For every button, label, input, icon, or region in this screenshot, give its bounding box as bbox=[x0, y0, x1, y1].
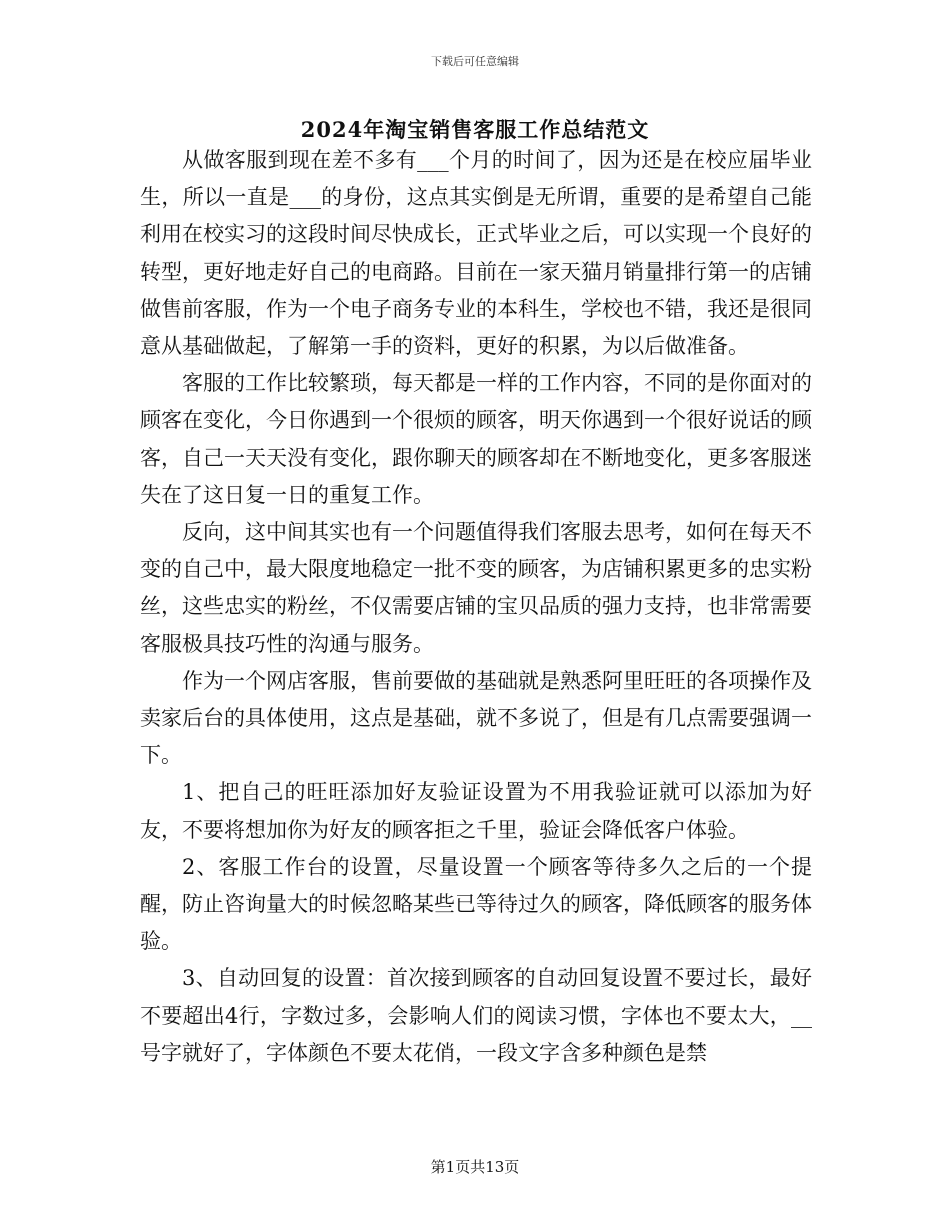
paragraph-point-2: 2、客服工作台的设置，尽量设置一个顾客等待多久之后的一个提醒，防止咨询量大的时候忽略某些已等待过久的顾客，降低顾客的服务体验。 bbox=[140, 854, 812, 954]
paragraph-point-3: 3、自动回复的设置：首次接到顾客的自动回复设置不要过长，最好不要超出4行，字数过多，会影响人们的阅读习惯，字体也不要太大，__号字就好了，字体颜色不要太花俏，一段文字含多种颜色是禁 bbox=[140, 966, 812, 1065]
document-title: 2024年淘宝销售客服工作总结范文 bbox=[300, 117, 650, 142]
paragraph-basics: 作为一个网店客服，售前要做的基础就是熟悉阿里旺旺的各项操作及卖家后台的具体使用，这点是基础，就不多说了，但是有几点需要强调一下。 bbox=[140, 668, 812, 768]
header-note: 下载后可任意编辑 bbox=[431, 55, 519, 68]
document-body bbox=[140, 142, 812, 1072]
paragraph-work-nature: 客服的工作比较繁琐，每天都是一样的工作内容，不同的是你面对的顾客在变化，今日你遇到一个很烦的顾客，明天你遇到一个很好说话的顾客，自己一天天没有变化，跟你聊天的顾客却在不断地变化，更多客服迷失在了这日复一日的重复工作。 bbox=[140, 371, 812, 507]
page-footer: 第1页共13页 bbox=[430, 1158, 520, 1176]
paragraph-intro: 从做客服到现在差不多有___个月的时间了，因为还是在校应届毕业生，所以一直是___的身份，这点其实倒是无所谓，重要的是希望自己能利用在校实习的这段时间尽快成长，正式毕业之后，可以实现一个良好的转型，更好地走好自己的电商路。目前在一家天猫月销量排行第一的店铺做售前客服，作为一个电子商务专业的本科生，学校也不错，我还是很同意从基础做起，了解第一手的资料，更好的积累，为以后做准备。 bbox=[140, 148, 812, 359]
paragraph-reflection: 反向，这中间其实也有一个问题值得我们客服去思考，如何在每天不变的自己中，最大限度地稳定一批不变的顾客，为店铺积累更多的忠实粉丝，这些忠实的粉丝，不仅需要店铺的宝贝品质的强力支持，也非常需要客服极具技巧性的沟通与服务。 bbox=[140, 520, 812, 656]
paragraph-point-1: 1、把自己的旺旺添加好友验证设置为不用我验证就可以添加为好友，不要将想加你为好友的顾客拒之千里，验证会降低客户体验。 bbox=[140, 780, 812, 842]
